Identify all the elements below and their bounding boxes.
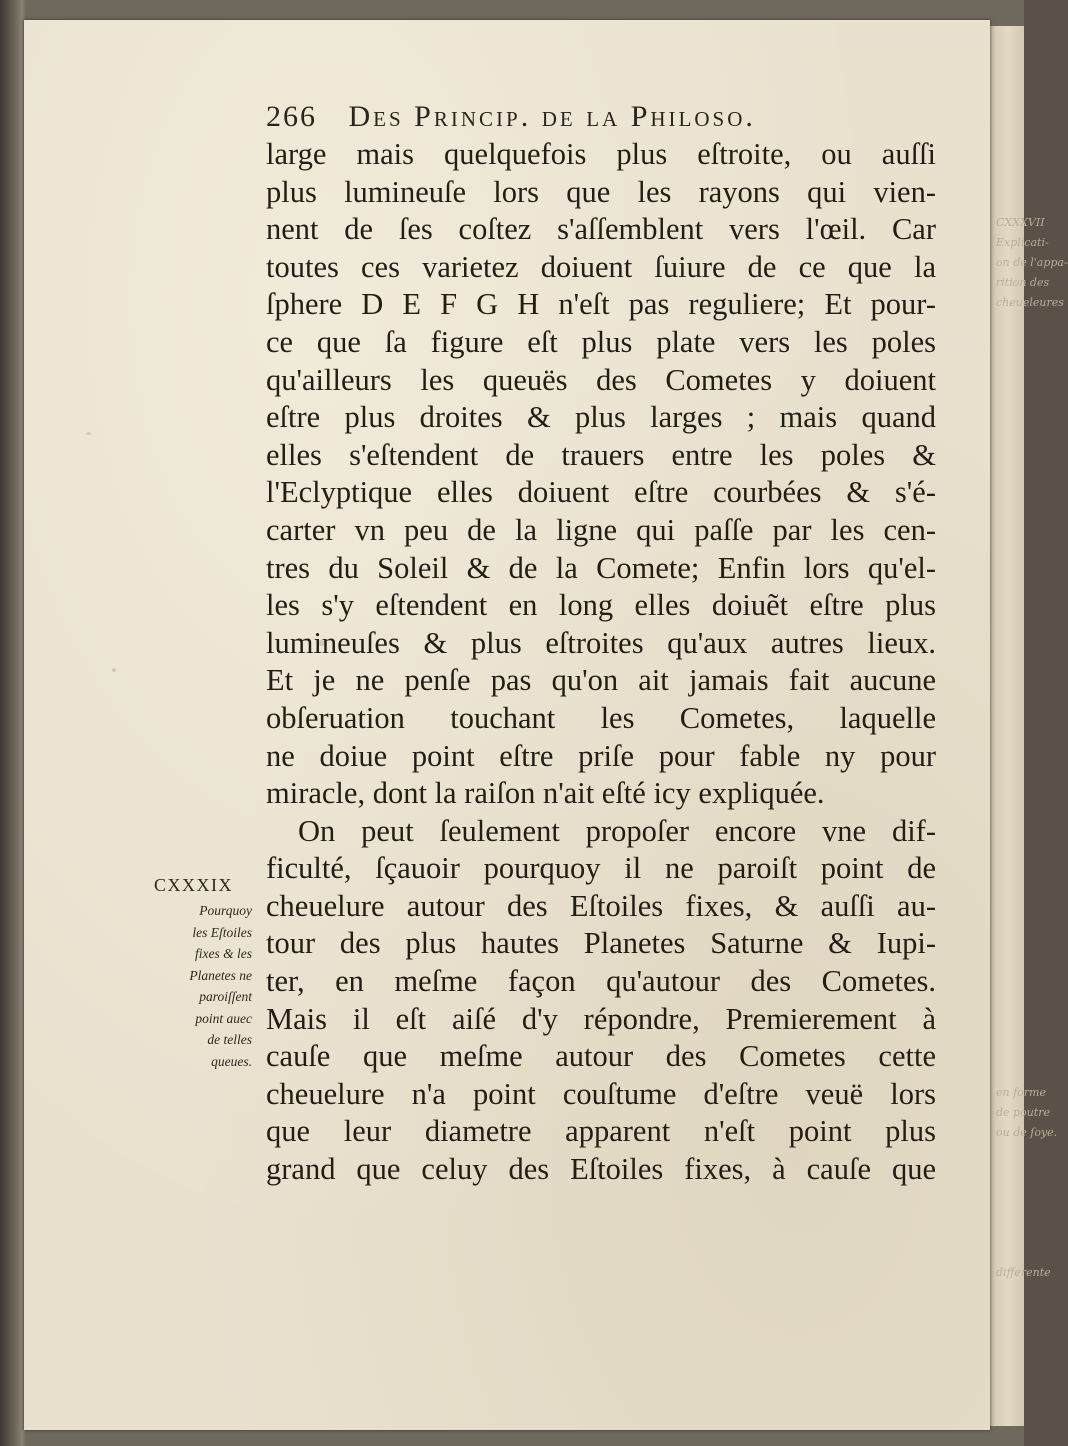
facing-page-bleed-line: ou de ſoye. [996,1126,1058,1139]
running-head [266,98,926,136]
facing-page-bleed-line: cheueleures [996,296,1064,309]
text-line: ter, en meſme façon qu'autour des Cometes. [266,964,936,999]
gloss-line: Pourquoy [199,903,252,918]
body-text [266,136,936,1189]
text-line: toutes ces varietez doiuent ſuiure de ce que la [266,249,936,284]
text-line: lumineuſes & plus eſtroites qu'aux autres lieux. [266,625,936,660]
text-line: Et je ne penſe pas qu'on ait jamais fait aucune [266,663,936,698]
marginal-gloss [138,900,260,1072]
marginal-note [138,872,260,1072]
text-line: l'Eclyptique elles doiuent eſtre courbées & s'é- [266,475,936,510]
text-line: plus lumineuſe lors que les rayons qui vien- [266,174,936,209]
text-line: ne doiue point eſtre priſe pour fable ny pour [266,738,936,773]
text-line: large mais quelquefois plus eſtroite, ou auſſi [266,137,936,171]
gloss-line: les Eſtoiles [192,924,252,940]
facing-page-bleed-line: on de l'appa- [996,256,1068,269]
text-line: obſeruation touchant les Cometes, laquelle [266,700,936,735]
text-line: tour des plus hautes Planetes Saturne & Iupi- [266,926,936,961]
page-number: 266 [266,100,317,133]
paper-spot [112,668,116,672]
gloss-line: point auec [195,1010,252,1026]
gloss-line: de telles [207,1032,252,1047]
text-line: cauſe que meſme autour des Cometes cette [266,1039,936,1074]
facing-page-bleed-line: de poutre [996,1106,1050,1119]
gloss-line: fixes & les [195,946,252,961]
text-line: nent de ſes coſtez s'aſſemblent vers l'œil. Car [266,212,936,247]
gloss-line: paroiſſent [199,989,252,1004]
facing-page-bleed-line: differente [996,1266,1051,1279]
facing-page-bleed-line: CXXXVII [996,216,1045,229]
text-line: ſphere D E F G H n'eſt pas reguliere; Et pour- [266,287,936,322]
gloss-line: Planetes ne [189,967,252,983]
text-line: que leur diametre apparent n'eſt point plus [266,1114,936,1149]
text-line: elles s'eſtendent de trauers entre les poles & [266,437,936,472]
text-line: cheuelure autour des Eſtoiles fixes, & auſſi au- [266,888,936,923]
text-line: ficulté, ſçauoir pourquoy il ne paroiſt point de [266,851,936,886]
text-line: carter vn peu de la ligne qui paſſe par les cen- [266,512,936,547]
paragraph-start-line: On peut ſeulement propoſer encore vne dif- [298,813,936,848]
facing-page-bleed-line: en forme [996,1086,1046,1099]
text-line: qu'ailleurs les queuës des Cometes y doiuent [266,362,936,397]
paper-spot [86,432,91,435]
text-line: cheuelure n'a point couſtume d'eſtre veuë lors [266,1076,936,1111]
facing-page-bleed-line: Explicati- [996,236,1049,249]
running-title: Des Princip. de la Philoso. [348,100,756,133]
article-number: CXXXIX [154,875,233,895]
text-line: miracle, dont la raiſon n'ait eſté icy expliquée. [266,776,825,811]
text-line: les s'y eſtendent en long elles doiuẽt eſtre plus [266,588,936,623]
text-line: ce que ſa figure eſt plus plate vers les poles [266,324,936,359]
text-line: tres du Soleil & de la Comete; Enfin lors qu'el- [266,550,936,585]
text-line: eſtre plus droites & plus larges ; mais quand [266,400,936,435]
facing-page-bleed-line: rition des [996,276,1050,289]
text-line: Mais il eſt aiſé d'y répondre, Premierement à [266,1001,936,1036]
gloss-line: queues. [211,1053,252,1069]
text-line: grand que celuy des Eſtoiles fixes, à cauſe que [266,1152,936,1187]
